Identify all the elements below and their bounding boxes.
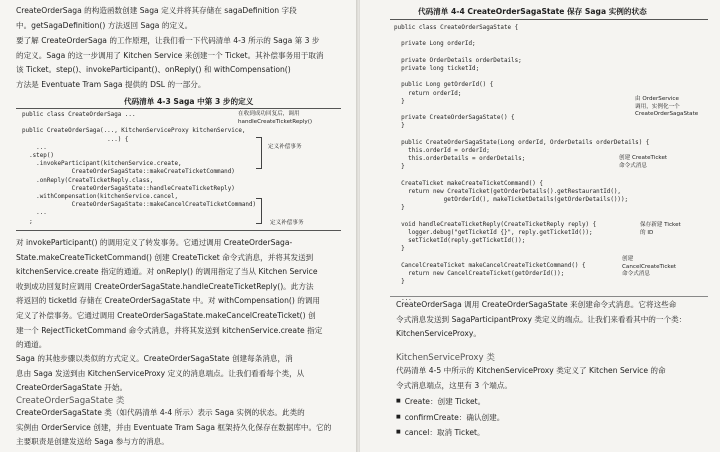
- section-heading-state: CreateOrderSagaState 类: [16, 396, 125, 406]
- left-para-1: [16, 4, 297, 33]
- code-line: return orderId;: [394, 90, 462, 97]
- line: KitchenServiceProxy。: [396, 329, 481, 339]
- line: 将返回的 ticketId 存储在 CreateOrderSagaState 中。对 withCompensation() 的调用: [16, 296, 321, 306]
- note-line: CreateOrderSagaState: [635, 111, 699, 117]
- line: 主要职责是创建发送给 Saga 参与方的消息。: [16, 437, 169, 447]
- listing-4-3-caption: 代码清单 4-3 Saga 中第 3 步的定义: [124, 97, 254, 106]
- code-line: .onReply(CreateTicketReply.class,: [22, 177, 154, 184]
- line: State.makeCreateTicketCommand() 创建 CreateTicket 命令式消息，并将其发送到: [16, 252, 314, 262]
- endpoint-list: [396, 394, 504, 441]
- left-para-4: [16, 352, 304, 396]
- listing-4-4-code: [394, 24, 649, 303]
- code-line: public CreateOrderSagaState(Long orderId, OrderDetails orderDetails) {: [394, 139, 650, 146]
- listing-4-4-caption: 代码清单 4-4 CreateOrderSagaState 保存 Saga 实例的状态: [418, 7, 647, 16]
- code-line: .step(): [22, 153, 54, 160]
- code-line: logger.debug("getTicketId {}", reply.getTicketId());: [394, 230, 593, 237]
- code-line: CancelCreateTicket makeCancelCreateTicketCommand() {: [394, 262, 586, 269]
- code-line: this.orderDetails = orderDetails;: [394, 156, 526, 163]
- line: CreateOrderSaga 调用 CreateOrderSagaState 来创建命令式消息。它将这些命: [396, 300, 677, 309]
- code-line: private CreateOrderSagaState() {: [394, 115, 515, 122]
- section-heading-proxy: KitchenServiceProxy 类: [396, 353, 495, 363]
- code-line: ...: [22, 144, 47, 151]
- listing-bottom-rule: [16, 230, 341, 231]
- line: 对 invokeParticipant() 的调用定义了转发事务。它通过调用 CreateOrderSaga-: [16, 238, 293, 247]
- code-line: .withCompensation(kitchenService.cancel,: [22, 194, 179, 201]
- code-line: getOrderId(), makeTicketDetails(getOrderDetails()));: [394, 197, 629, 204]
- line: 中。getSagaDefinition() 方法返回 Saga 的定义。: [16, 20, 193, 30]
- code-line: private long ticketId;: [394, 66, 480, 73]
- code-line: }: [394, 205, 405, 212]
- line: 建一个 RejectTicketCommand 命令式消息，并将其发送到 kitchenService.create 指定: [16, 325, 323, 335]
- code-line: public Long getOrderId() {: [394, 82, 494, 89]
- code-line: }: [394, 246, 405, 253]
- note-line: 命令式消息: [622, 271, 650, 277]
- code-line: private OrderDetails orderDetails;: [394, 57, 522, 64]
- code-line: ;: [22, 218, 33, 225]
- code-line: public class CreateOrderSagaState {: [394, 25, 519, 31]
- code-line: ...: [22, 210, 47, 217]
- note-line: 由 OrderService: [635, 96, 679, 102]
- annotation-forward-txn: 定义补偿事务: [268, 144, 302, 150]
- code-line: }: [394, 98, 405, 105]
- code-line: public CreateOrderSaga(..., KitchenServiceProxy kitchenService,: [22, 128, 246, 135]
- code-line: return new CreateTicket(getOrderDetails().getRestaurantId(),: [394, 189, 621, 196]
- line: 代码清单 4-5 中所示的 KitchenServiceProxy 类定义了 Kitchen Service 的命: [396, 366, 666, 375]
- left-para-2: [16, 34, 324, 92]
- note-line: 保存新建 Ticket: [640, 222, 681, 228]
- line: kitchenService.create 指定的通道。对 onReply() 的调用指定了当从 Kitchen Service: [16, 267, 318, 277]
- code-line: CreateOrderSagaState::makeCreateTicketCommand): [22, 169, 235, 176]
- list-item: ■ confirmCreate：确认创建。: [396, 410, 504, 426]
- line: 该 Ticket。step()、invokeParticipant()、onReply() 和 withCompensation(): [16, 65, 291, 75]
- left-para-5: [16, 406, 331, 450]
- note-line: 调用，实例化一个: [635, 103, 680, 110]
- left-page: [0, 0, 357, 452]
- annotation-constructor: [635, 96, 698, 119]
- note-line: 创建 CreateTicket: [619, 155, 668, 161]
- list-item: ■ cancel：取消 Ticket。: [396, 425, 504, 441]
- listing-top-rule: [390, 19, 708, 20]
- code-line: private Long orderId;: [394, 41, 476, 48]
- line: Saga 的其他步骤以类似的方式定义。CreateOrderSagaState 创建每条消息，消: [16, 354, 293, 363]
- listing-4-3-code: [22, 111, 256, 226]
- annotation-save-ticket-id: [640, 222, 681, 237]
- code-line: }: [394, 123, 405, 130]
- code-line: return new CancelCreateTicket(getOrderId());: [394, 271, 565, 278]
- line: 息由 Saga 发送到由 KitchenServiceProxy 定义的消息端点。让我们看看每个类，从: [16, 368, 305, 378]
- line: 的通道。: [16, 340, 47, 350]
- line: 方法是 Eventuate Tram Saga 提供的 DSL 的一部分。: [16, 79, 206, 89]
- annotation-bracket: [256, 198, 262, 224]
- annotation-compensation: 定义补偿事务: [270, 220, 304, 226]
- line: 令式消息发送到 SagaParticipantProxy 类定义的端点。让我们来看看其中的一个类：: [396, 314, 687, 324]
- line: CreateOrderSagaState 类（如代码清单 4-4 所示）表示 Saga 实例的状态。此类的: [16, 408, 305, 417]
- code-line: }: [394, 279, 405, 286]
- code-line: ...) {: [22, 136, 129, 143]
- note-line: 创建: [622, 256, 634, 262]
- annotation-create-ticket: [619, 155, 667, 170]
- note-line: 的 ID: [640, 229, 654, 236]
- code-line: setTicketId(reply.getTicketId());: [394, 238, 526, 245]
- note-line: 在收到成功回复后，调用: [238, 111, 300, 117]
- line: 实例由 OrderService 创建，并由 Eventuate Tram Saga 框架持久化保存在数据库中。它的: [16, 422, 332, 432]
- note-line: handleCreateTicketReply(): [238, 118, 313, 125]
- code-line: }: [394, 164, 405, 171]
- annotation-cancel-ticket: [622, 256, 676, 279]
- right-para-2: [396, 364, 666, 393]
- line: CreateOrderSaga 的构造函数创建 Saga 定义并将其存储在 sagaDefinition 字段: [16, 6, 297, 15]
- note-line: CancelCreateTicket: [622, 263, 677, 270]
- right-page: [360, 0, 720, 452]
- line: 收到成功回复时应调用 CreateOrderSagaState.handleCreateTicketReply()。此方法: [16, 281, 314, 291]
- line: 令式消息端点，这里有 3 个端点。: [396, 380, 512, 390]
- annotation-bracket: [256, 137, 262, 169]
- line: 定义了补偿事务。它通过调用 CreateOrderSagaState.makeCancelCreateTicket() 创: [16, 310, 316, 320]
- code-line: .invokeParticipant(kitchenService.create,: [22, 161, 182, 168]
- code-line: this.orderId = orderId;: [394, 148, 490, 155]
- line: 要了解 CreateOrderSaga 的工作原理，让我们看一下代码清单 4-3 所示的 Saga 第 3 步: [16, 36, 320, 45]
- code-line: public class CreateOrderSaga ...: [22, 112, 136, 118]
- code-line: ...: [394, 295, 412, 302]
- code-line: CreateOrderSagaState::handleCreateTicketReply): [22, 185, 235, 192]
- line: CreateOrderSagaState 开始。: [16, 383, 128, 393]
- code-line: void handleCreateTicketReply(CreateTicketReply reply) {: [394, 221, 597, 228]
- left-para-3: [16, 236, 322, 353]
- listing-bottom-rule: [390, 296, 708, 297]
- note-line: 命令式消息: [619, 162, 647, 169]
- right-para-1: [394, 295, 687, 342]
- listing-top-rule: [16, 108, 341, 109]
- code-line: CreateOrderSagaState::makeCancelCreateTicketCommand): [22, 202, 257, 209]
- list-item: ■ Create：创建 Ticket。: [396, 394, 504, 410]
- annotation-reply-handler: [238, 111, 312, 126]
- line: 的定义。Saga 的这一步调用了 Kitchen Service 来创建一个 Ticket。其补偿事务用于取消: [16, 50, 324, 60]
- code-line: CreateTicket makeCreateTicketCommand() {: [394, 180, 543, 187]
